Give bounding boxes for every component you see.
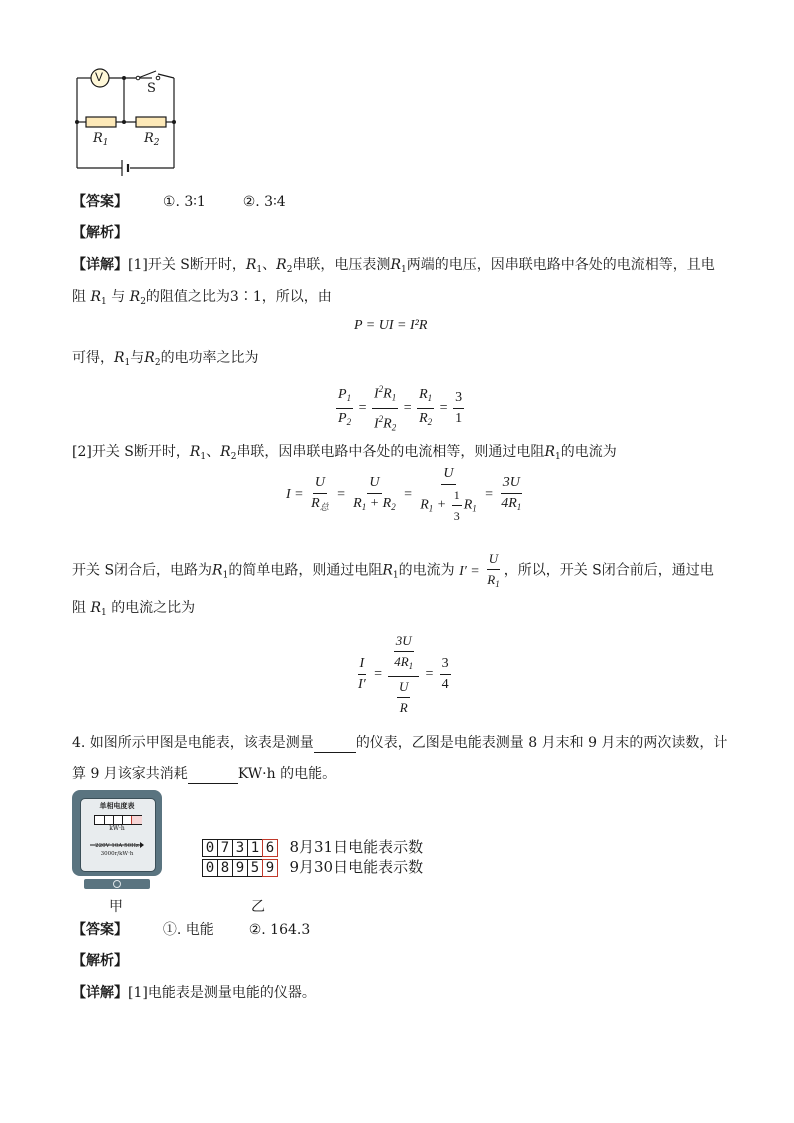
voltmeter-label: V (95, 70, 104, 84)
meter-disc-arrow (90, 836, 144, 840)
reading-digit: 3 (232, 839, 248, 857)
meter-title: 单相电度表 (99, 803, 135, 810)
text-span: 的简单电路，则通过电阻 (228, 562, 383, 579)
text-span: 与 (130, 350, 145, 366)
symbol-r: R (220, 444, 231, 460)
answer-item-2: ②. 164.3 (248, 922, 311, 938)
meter-spec-2: 3000r/kW·h (100, 851, 134, 857)
detail-tag: 【详解】 (72, 257, 128, 273)
text-span: 两端的电压，因串联电路中各处的电流相等，且电 (406, 257, 715, 273)
answer-tag: 【答案】 (72, 194, 128, 210)
blank-2[interactable] (188, 783, 238, 784)
equation-power-ratio: $\frac{P_1}{P_2}$ = $\frac{I^2R_1}{I^2R_2}$ = $\frac{R_1}{R_2}$ = $\frac{3}{1}$ (334, 380, 466, 436)
q3-detail-line-1 (72, 255, 715, 280)
switch-label: S (147, 81, 156, 96)
sub: 1 (392, 570, 399, 581)
sub: 2 (154, 358, 161, 368)
sub: 1 (400, 265, 407, 275)
symbol-r: R (245, 257, 257, 273)
text-span: 串联，电压表测 (292, 257, 391, 273)
q3-detail-line-4 (72, 442, 617, 467)
reading-digit: 0 (202, 859, 218, 877)
detail-tag: 【详解】 (72, 985, 128, 1001)
sub: 1 (222, 570, 229, 581)
symbol-r: R (382, 562, 393, 579)
reading-digit: 9 (232, 859, 248, 877)
text-span: 的电流之比为 (111, 600, 196, 616)
text-span: 的电功率之比为 (160, 350, 259, 366)
text-span: 的电流为 (560, 444, 617, 460)
sub: 1 (124, 358, 131, 368)
symbol-r: R (90, 600, 101, 616)
text-span: [2]开关 S断开时， (72, 444, 190, 460)
reading-digit: 9 (262, 859, 278, 877)
answer-tag: 【答案】 (72, 922, 128, 938)
sub: 1 (200, 452, 207, 462)
text-span: 可得， (72, 350, 114, 366)
symbol-r: R (189, 444, 201, 460)
reading-label-2: 9月30日电能表示数 (289, 858, 424, 876)
reading-digit: 7 (217, 839, 233, 857)
formula-power: P = UI = I²R (354, 318, 428, 333)
q4-question-line-2 (72, 764, 336, 784)
text-span: 的电流为 (398, 562, 455, 579)
blank-1[interactable] (314, 752, 356, 753)
circuit-diagram (70, 64, 180, 176)
reading-digit: 1 (247, 839, 263, 857)
reading-digit: 5 (247, 859, 263, 877)
symbol-r: R (114, 350, 125, 366)
q3-detail-line-6 (72, 598, 195, 623)
text-span: 阻 (72, 600, 86, 616)
q3-detail-line-3 (72, 348, 259, 373)
text-span: KW·h 的电能。 (237, 766, 337, 782)
reading-row-2 (202, 856, 423, 877)
r2-label: $R_2$ (144, 131, 160, 148)
r1-label: $R_1$ (93, 131, 109, 148)
q4-detail-line (72, 983, 316, 1003)
sub: 1 (256, 265, 263, 275)
sep: 、 (262, 257, 277, 273)
text-span: 与 (111, 289, 126, 305)
reading-row-1 (202, 836, 423, 857)
q4-answer-line (72, 920, 310, 940)
label-yi: 乙 (251, 899, 265, 915)
text-span: [1]开关 S断开时， (128, 257, 246, 273)
symbol-r: R (212, 562, 223, 579)
equation-current-ratio: $\frac{I}{I'}$ = $\frac{\frac{3U}{4R_1}}{\frac{U}{R}}$ = $\frac{3}{4}$ (358, 633, 449, 715)
reading-digit: 6 (262, 839, 278, 857)
text-span: 开关 S闭合后，电路为 (72, 562, 213, 579)
q3-analysis-tag: 【解析】 (72, 225, 128, 241)
symbol-r: R (390, 257, 401, 273)
text-span: 串联，因串联电路中各处的电流相等，则通过电阻 (236, 444, 545, 460)
q3-detail-line-2 (72, 287, 332, 312)
q3-answer-line (72, 192, 286, 212)
answer-item-1: ①. 电能 (162, 922, 214, 938)
text-span: 4. 如图所示甲图是电能表，该表是测量 (72, 735, 314, 751)
sep: 、 (206, 444, 221, 460)
symbol-r: R (129, 289, 141, 305)
label-jia: 甲 (109, 899, 123, 915)
answer-item-1: ①. 3∶1 (162, 194, 206, 210)
reading-label-1: 8月31日电能表示数 (289, 838, 424, 856)
q4-question-line-1 (72, 733, 727, 753)
text-span: 算 9 月该家共消耗 (72, 766, 188, 782)
text-span: 的仪表，乙图是电能表测量 8 月末和 9 月末的两次读数，计 (355, 735, 728, 751)
reading-digit: 8 (217, 859, 233, 877)
detail-text: [1]电能表是测量电能的仪器。 (128, 985, 316, 1001)
sub: 2 (286, 265, 293, 275)
symbol-r: R (544, 444, 555, 460)
text-span: ，所以，开关 S闭合前后，通过电 (503, 562, 714, 579)
meter-dial-boxes (94, 815, 142, 825)
text-span: 的阻值之比为3∶1，所以，由 (145, 289, 332, 305)
symbol-r: R (276, 257, 287, 273)
equation-current: I = $\frac{U}{R_总}$ = $\frac{U}{R_1 + R_2}$ = U $R_1$ + $\frac{1}{3}$ $R_1$ = $\frac{3U}{4R_1}$ (286, 466, 522, 523)
reading-digit: 0 (202, 839, 218, 857)
q3-detail-line-5: 开关 S闭合后，电路为$R_1$的简单电路，则通过电阻$R_1$的电流为 I′ = $\frac{U}{R_1}$ ，所以，开关 S闭合前后，通过电 (72, 551, 714, 589)
symbol-r: R (144, 350, 155, 366)
meter-spec-1: 220V 10A 50Hz (95, 843, 139, 849)
symbol-r: R (90, 289, 101, 305)
circuit-svg (70, 64, 180, 176)
sub: 1 (101, 608, 107, 618)
electricity-meter (72, 790, 162, 890)
meter-unit: kW·h (109, 825, 125, 832)
answer-item-2: ②. 3∶4 (242, 194, 286, 210)
sub: 2 (230, 452, 237, 462)
sub: 1 (554, 452, 561, 462)
text-span: 阻 (72, 289, 86, 305)
meter-terminal-box (84, 879, 150, 889)
sub: 2 (140, 297, 146, 307)
q4-analysis-tag: 【解析】 (72, 953, 128, 969)
sub: 1 (101, 297, 107, 307)
